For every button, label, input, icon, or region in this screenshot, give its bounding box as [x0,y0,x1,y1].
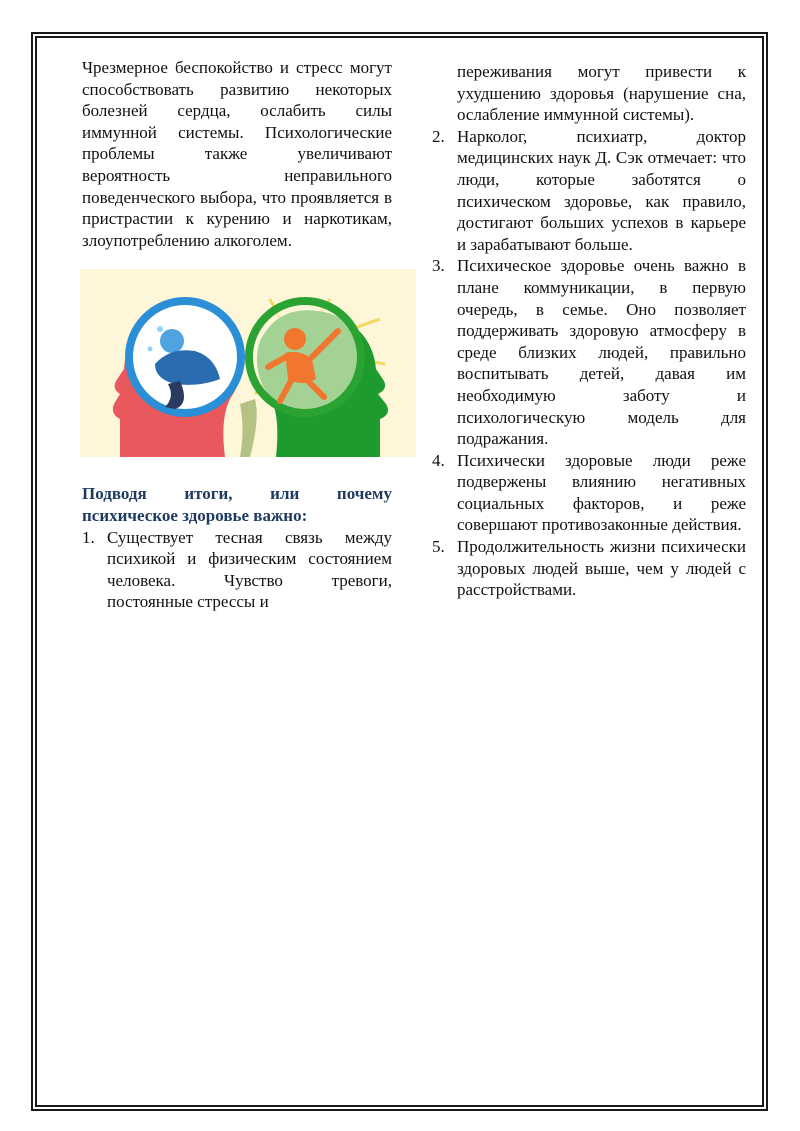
list-item [82,527,392,613]
list-item-number: 2. [432,126,445,146]
importance-list-part1 [82,527,392,613]
list-item [432,255,746,449]
list-item-number: 4. [432,450,445,470]
summary-heading: Подводя итоги, или почему психическое здоровье важно: [82,484,392,525]
list-item [432,126,746,256]
list-item-text: Психически здоровые люди реже подвержены влиянию негативных социальных факторов, и реже совершают противозаконные действия. [457,450,746,535]
left-column [82,57,392,613]
list-item-text: Существует тесная связь между психикой и физическим состоянием человека. Чувство тревоги, постоянные стрессы и [107,527,392,612]
intro-paragraph: Чрезмерное беспокойство и стресс могут способствовать развитию некоторых болезней сердца, ослабить силы иммунной системы. Психологические проблемы также увеличивают вероятность неправильного поведенческого выбора, что проявляется в пристрастии к курению и наркотикам, злоупотреблению алкоголем. [82,58,392,250]
right-column [432,61,746,601]
list-item [432,450,746,536]
list-item-text: Психическое здоровье очень важно в плане коммуникации, в первую очередь, в семье. Оно позволяет поддерживать здоровую атмосферу в среде близких людей, правильно воспитывать детей, давая им необходимую заботу и психологическую модель для подражания. [457,256,746,449]
list-item-number: 3. [432,256,445,276]
list-item-continuation: переживания могут привести к ухудшению здоровья (нарушение сна, ослабление иммунной системы). [457,62,746,125]
two-heads-illustration [80,269,416,457]
list-item [432,536,746,601]
list-item-number: 5. [432,537,445,557]
list-item-text: Нарколог, психиатр, доктор медицинских наук Д. Сэк отмечает: что люди, которые заботятся о психическом здоровье, как правило, достигают больших успехов в карьере и зарабатывают больше. [457,126,746,254]
importance-list-part2 [432,126,746,601]
list-item-number: 1. [82,527,95,547]
list-item-text: Продолжительность жизни психически здоровых людей выше, чем у людей с расстройствами. [457,537,746,600]
